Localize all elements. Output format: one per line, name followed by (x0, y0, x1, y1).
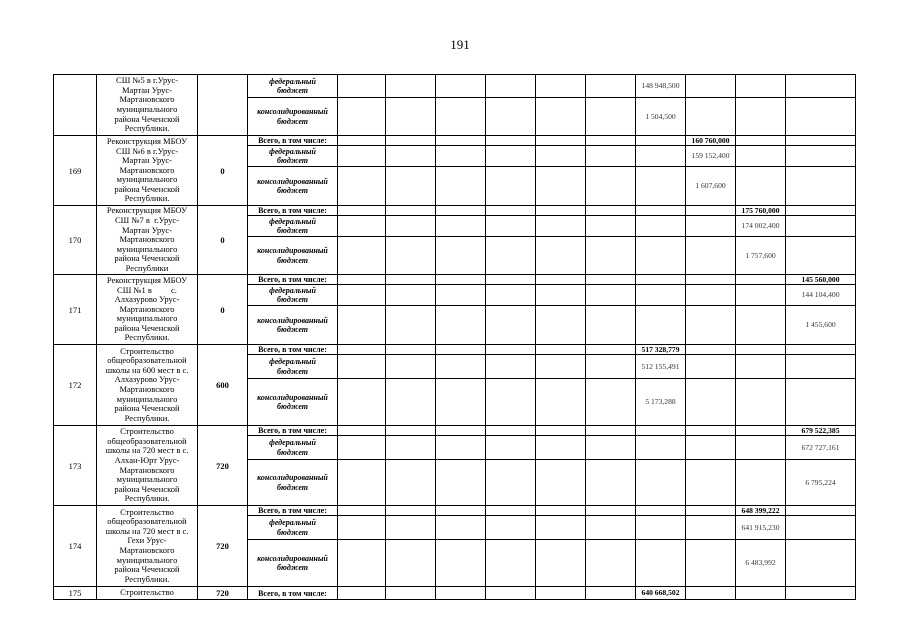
federal-budget-label: федеральный бюджет (269, 216, 316, 235)
value-cell (486, 306, 536, 345)
federal-budget-label: федеральный бюджет (269, 146, 316, 165)
value-cell (338, 426, 386, 436)
value-cell (486, 460, 536, 506)
value-cell (586, 136, 636, 146)
total-budget-label: Всего, в том числе: (258, 206, 327, 215)
value-cell (386, 540, 436, 587)
value-cell (338, 98, 386, 136)
value-cell (338, 275, 386, 285)
value-cell (736, 75, 786, 98)
value-cell (436, 146, 486, 167)
value-cell (536, 98, 586, 136)
budget-type-cell (248, 436, 338, 460)
value-cell (736, 436, 786, 460)
value-cell (486, 436, 536, 460)
value-cell (736, 136, 786, 146)
value-cell: 1 504,500 (636, 98, 686, 136)
value-cell (338, 540, 386, 587)
value-cell (636, 167, 686, 206)
value-cell (386, 285, 436, 306)
value-cell (386, 206, 436, 216)
table-row (54, 587, 856, 600)
value-cell: 159 152,400 (686, 146, 736, 167)
value-cell (386, 426, 436, 436)
value-cell (338, 136, 386, 146)
value-cell (386, 436, 436, 460)
value-cell (636, 216, 686, 237)
capacity-cell: 720 (198, 587, 248, 600)
value-cell (338, 306, 386, 345)
value-cell (736, 146, 786, 167)
value-cell (486, 136, 536, 146)
capacity-cell: 0 (198, 206, 248, 275)
budget-type-cell (248, 285, 338, 306)
value-cell (636, 285, 686, 306)
value-cell (786, 75, 856, 98)
object-name-cell: Строительство (97, 587, 198, 600)
value-cell (436, 306, 486, 345)
value-cell (536, 206, 586, 216)
value-cell (386, 167, 436, 206)
object-name-cell: Реконструкция МБОУ СШ №6 в г.Урус- Мартан Урус- Мартановского муниципального района Чеченской Республики. (97, 136, 198, 206)
value-cell: 679 522,385 (786, 426, 856, 436)
budget-type-cell (248, 540, 338, 587)
value-cell (736, 306, 786, 345)
value-cell: 6 795,224 (786, 460, 856, 506)
value-cell (486, 516, 536, 540)
value-cell (786, 355, 856, 379)
value-cell (536, 426, 586, 436)
value-cell (586, 167, 636, 206)
value-cell (736, 355, 786, 379)
value-cell (636, 426, 686, 436)
consolidated-budget-label: консолидированный бюджет (257, 315, 328, 334)
page-number: 191 (450, 37, 470, 52)
value-cell (486, 345, 536, 355)
value-cell (736, 460, 786, 506)
budget-type-cell (248, 275, 338, 285)
value-cell: 145 560,000 (786, 275, 856, 285)
object-name-cell: Строительство общеобразовательной школы на 720 мест в с. Гехи Урус- Мартановского муниципального района Чеченской Республики. (97, 506, 198, 587)
table-body (54, 75, 856, 600)
value-cell (338, 345, 386, 355)
value-cell (736, 285, 786, 306)
value-cell (436, 587, 486, 600)
consolidated-budget-label: консолидированный бюджет (257, 473, 328, 492)
value-cell (436, 167, 486, 206)
value-cell (338, 237, 386, 275)
value-cell (786, 167, 856, 206)
consolidated-budget-label: консолидированный бюджет (257, 176, 328, 195)
value-cell (436, 355, 486, 379)
value-cell: 672 727,161 (786, 436, 856, 460)
value-cell (436, 460, 486, 506)
value-cell (386, 136, 436, 146)
value-cell (636, 146, 686, 167)
value-cell: 648 399,222 (736, 506, 786, 516)
row-number-cell: 175 (54, 587, 97, 600)
value-cell (686, 436, 736, 460)
value-cell (386, 379, 436, 426)
value-cell (586, 216, 636, 237)
value-cell (586, 75, 636, 98)
value-cell (536, 136, 586, 146)
value-cell (486, 75, 536, 98)
value-cell (486, 146, 536, 167)
value-cell (686, 345, 736, 355)
value-cell (436, 345, 486, 355)
value-cell (636, 306, 686, 345)
value-cell (486, 275, 536, 285)
value-cell: 160 760,000 (686, 136, 736, 146)
value-cell (486, 379, 536, 426)
value-cell (536, 379, 586, 426)
row-number-cell: 172 (54, 345, 97, 426)
object-name-cell: Строительство общеобразовательной школы на 720 мест в с. Алхан-Юрт Урус- Мартановского муниципального района Чеченской Республики. (97, 426, 198, 506)
total-budget-label: Всего, в том числе: (258, 275, 327, 284)
object-name-cell: Строительство общеобразовательной школы на 600 мест в с. Алхазурово Урус- Мартановского муниципального района Чеченской Республики. (97, 345, 198, 426)
value-cell (536, 540, 586, 587)
value-cell: 517 328,779 (636, 345, 686, 355)
budget-type-cell (248, 237, 338, 275)
value-cell (686, 460, 736, 506)
value-cell (338, 75, 386, 98)
value-cell (636, 516, 686, 540)
federal-budget-label: федеральный бюджет (269, 76, 316, 95)
budget-type-cell (248, 206, 338, 216)
budget-table (53, 74, 856, 600)
value-cell (486, 206, 536, 216)
value-cell (586, 237, 636, 275)
value-cell (386, 516, 436, 540)
value-cell (586, 506, 636, 516)
value-cell (386, 355, 436, 379)
value-cell (786, 237, 856, 275)
value-cell: 1 607,600 (686, 167, 736, 206)
federal-budget-label: федеральный бюджет (269, 518, 316, 537)
value-cell (486, 540, 536, 587)
value-cell: 640 668,502 (636, 587, 686, 600)
value-cell (736, 587, 786, 600)
value-cell (636, 136, 686, 146)
value-cell (436, 379, 486, 426)
value-cell (386, 75, 436, 98)
value-cell (686, 587, 736, 600)
value-cell (686, 216, 736, 237)
value-cell (636, 206, 686, 216)
value-cell (686, 516, 736, 540)
consolidated-budget-label: консолидированный бюджет (257, 246, 328, 265)
value-cell (536, 506, 586, 516)
value-cell (338, 379, 386, 426)
value-cell (386, 506, 436, 516)
value-cell (686, 379, 736, 426)
value-cell (386, 345, 436, 355)
value-cell (386, 237, 436, 275)
table-row (54, 206, 856, 216)
value-cell (536, 75, 586, 98)
value-cell (636, 436, 686, 460)
value-cell (386, 216, 436, 237)
value-cell (436, 275, 486, 285)
total-budget-label: Всего, в том числе: (258, 345, 327, 354)
value-cell: 6 483,992 (736, 540, 786, 587)
budget-type-cell (248, 345, 338, 355)
row-number-cell: 173 (54, 426, 97, 506)
value-cell (686, 285, 736, 306)
capacity-cell: 0 (198, 136, 248, 206)
value-cell (736, 275, 786, 285)
value-cell (586, 436, 636, 460)
value-cell (586, 98, 636, 136)
value-cell (338, 206, 386, 216)
value-cell (386, 146, 436, 167)
value-cell (486, 426, 536, 436)
value-cell (686, 355, 736, 379)
budget-type-cell (248, 355, 338, 379)
budget-type-cell (248, 136, 338, 146)
value-cell: 1 455,600 (786, 306, 856, 345)
value-cell (636, 540, 686, 587)
value-cell (436, 436, 486, 460)
value-cell (536, 436, 586, 460)
value-cell (586, 285, 636, 306)
table-row (54, 345, 856, 355)
value-cell (536, 516, 586, 540)
value-cell (436, 540, 486, 587)
value-cell (636, 506, 686, 516)
value-cell (636, 237, 686, 275)
value-cell (786, 506, 856, 516)
total-budget-label: Всего, в том числе: (258, 588, 327, 598)
value-cell: 641 915,230 (736, 516, 786, 540)
object-name-cell: Реконструкция МБОУ СШ №1 в с. Алхазурово Урус- Мартановского муниципального района Чеченской Республики. (97, 275, 198, 345)
value-cell (338, 506, 386, 516)
budget-type-cell (248, 216, 338, 237)
value-cell (786, 587, 856, 600)
value-cell (786, 136, 856, 146)
federal-budget-label: федеральный бюджет (269, 285, 316, 304)
value-cell (586, 379, 636, 426)
table-row (54, 275, 856, 285)
value-cell (436, 285, 486, 306)
budget-type-cell (248, 75, 338, 98)
value-cell (536, 355, 586, 379)
value-cell (536, 275, 586, 285)
value-cell (486, 237, 536, 275)
value-cell (338, 516, 386, 540)
value-cell (486, 98, 536, 136)
value-cell (786, 98, 856, 136)
table-row (54, 506, 856, 516)
value-cell (586, 206, 636, 216)
value-cell: 5 173,288 (636, 379, 686, 426)
value-cell: 1 757,600 (736, 237, 786, 275)
capacity-cell: 720 (198, 426, 248, 506)
value-cell (686, 506, 736, 516)
value-cell (436, 237, 486, 275)
value-cell (338, 355, 386, 379)
value-cell (786, 216, 856, 237)
budget-type-cell (248, 98, 338, 136)
value-cell (486, 587, 536, 600)
value-cell (386, 587, 436, 600)
row-number-cell: 174 (54, 506, 97, 587)
value-cell (786, 146, 856, 167)
value-cell (686, 306, 736, 345)
value-cell (586, 275, 636, 285)
object-name-cell: СШ №5 в г.Урус- Мартан Урус- Мартановского муниципального района Чеченской Республики. (97, 75, 198, 136)
object-name-cell: Реконструкция МБОУ СШ №7 в г.Урус- Мартан Урус- Мартановского муниципального района Чеченской Республики (97, 206, 198, 275)
value-cell (736, 98, 786, 136)
federal-budget-label: федеральный бюджет (269, 438, 316, 457)
table-row (54, 136, 856, 146)
budget-type-cell (248, 306, 338, 345)
value-cell (786, 379, 856, 426)
value-cell (536, 167, 586, 206)
value-cell (686, 426, 736, 436)
value-cell (436, 75, 486, 98)
total-budget-label: Всего, в том числе: (258, 136, 327, 145)
value-cell (436, 516, 486, 540)
capacity-cell: 0 (198, 275, 248, 345)
value-cell (486, 216, 536, 237)
value-cell (786, 540, 856, 587)
value-cell (586, 355, 636, 379)
value-cell: 174 002,400 (736, 216, 786, 237)
value-cell (436, 426, 486, 436)
budget-type-cell (248, 426, 338, 436)
value-cell (486, 506, 536, 516)
value-cell (338, 146, 386, 167)
budget-type-cell (248, 460, 338, 506)
value-cell (586, 146, 636, 167)
value-cell (686, 275, 736, 285)
federal-budget-label: федеральный бюджет (269, 357, 316, 376)
row-number-cell: 169 (54, 136, 97, 206)
value-cell (636, 460, 686, 506)
value-cell: 148 948,500 (636, 75, 686, 98)
row-number-cell (54, 75, 97, 136)
budget-type-cell (248, 516, 338, 540)
value-cell (386, 306, 436, 345)
budget-type-cell (248, 506, 338, 516)
value-cell (486, 355, 536, 379)
consolidated-budget-label: консолидированный бюджет (257, 107, 328, 126)
consolidated-budget-label: консолидированный бюджет (257, 392, 328, 411)
capacity-cell (198, 75, 248, 136)
value-cell: 512 155,491 (636, 355, 686, 379)
value-cell (786, 516, 856, 540)
value-cell (338, 285, 386, 306)
budget-type-cell (248, 146, 338, 167)
budget-type-cell (248, 167, 338, 206)
value-cell (686, 237, 736, 275)
value-cell (436, 216, 486, 237)
value-cell (536, 146, 586, 167)
value-cell (636, 275, 686, 285)
value-cell (736, 167, 786, 206)
value-cell (436, 136, 486, 146)
value-cell (586, 426, 636, 436)
value-cell (686, 75, 736, 98)
value-cell (536, 237, 586, 275)
value-cell (536, 306, 586, 345)
value-cell (386, 460, 436, 506)
value-cell (338, 436, 386, 460)
value-cell (338, 587, 386, 600)
value-cell (486, 167, 536, 206)
budget-type-cell (248, 587, 338, 600)
value-cell (586, 306, 636, 345)
capacity-cell: 600 (198, 345, 248, 426)
value-cell (586, 516, 636, 540)
value-cell (686, 206, 736, 216)
value-cell (786, 345, 856, 355)
value-cell (486, 285, 536, 306)
value-cell (338, 216, 386, 237)
value-cell (786, 206, 856, 216)
value-cell (686, 540, 736, 587)
consolidated-budget-label: консолидированный бюджет (257, 553, 328, 572)
value-cell (586, 460, 636, 506)
value-cell (436, 506, 486, 516)
value-cell (536, 460, 586, 506)
value-cell (536, 587, 586, 600)
value-cell: 144 104,400 (786, 285, 856, 306)
table-row (54, 75, 856, 98)
row-number-cell: 171 (54, 275, 97, 345)
budget-type-cell (248, 379, 338, 426)
total-budget-label: Всего, в том числе: (258, 506, 327, 515)
value-cell (536, 285, 586, 306)
total-budget-label: Всего, в том числе: (258, 426, 327, 435)
capacity-cell: 720 (198, 506, 248, 587)
value-cell (586, 345, 636, 355)
value-cell (736, 426, 786, 436)
value-cell (586, 587, 636, 600)
value-cell (736, 345, 786, 355)
value-cell (686, 98, 736, 136)
value-cell (536, 345, 586, 355)
value-cell (338, 460, 386, 506)
row-number-cell: 170 (54, 206, 97, 275)
value-cell (536, 216, 586, 237)
value-cell: 175 760,000 (736, 206, 786, 216)
value-cell (436, 98, 486, 136)
value-cell (338, 167, 386, 206)
value-cell (586, 540, 636, 587)
value-cell (736, 379, 786, 426)
table-row (54, 426, 856, 436)
value-cell (436, 206, 486, 216)
value-cell (386, 275, 436, 285)
value-cell (386, 98, 436, 136)
